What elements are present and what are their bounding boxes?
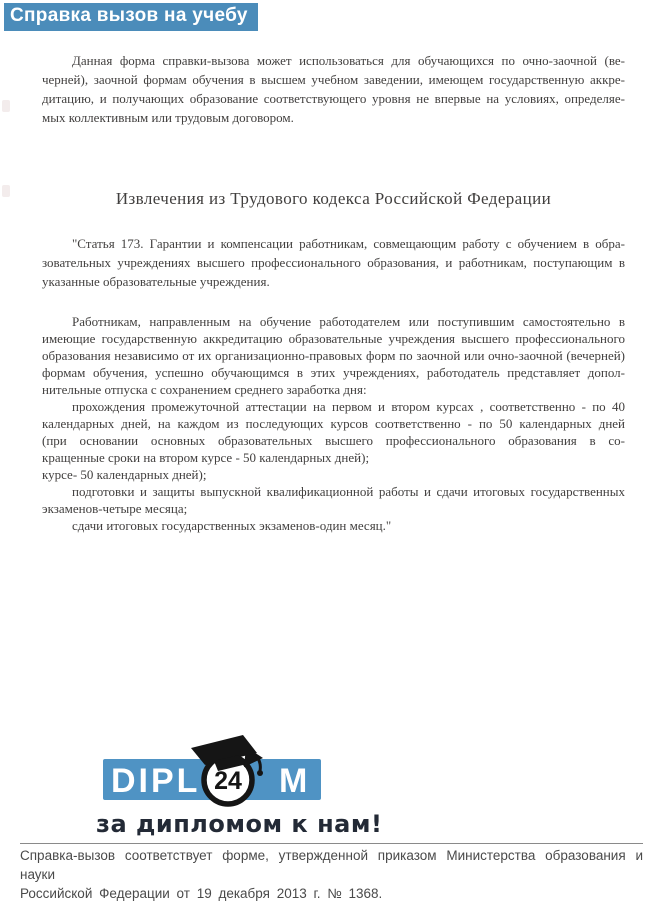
document-body xyxy=(0,51,665,534)
main-paragraph xyxy=(42,313,625,534)
intro-paragraph xyxy=(42,51,625,127)
text-line: календарных дней, на каждом из последующих курсов соответственно - по 50 календарных дней xyxy=(42,416,625,431)
text-line: мых коллективным или трудовым договором. xyxy=(42,110,294,125)
clock-number: 24 xyxy=(214,767,242,795)
text-line: сдачи итоговых государственных экзаменов-один месяц." xyxy=(72,518,392,533)
text-line: Работникам, направленным на обучение работодателем или поступившим самостоятельно в xyxy=(72,314,625,329)
scan-smudge xyxy=(2,185,10,197)
text-line: нительные отпуска с сохранением среднего заработка дня: xyxy=(42,382,367,397)
text-line: прохождения промежуточной аттестации на первом и втором курсах , соответственно - по 40 xyxy=(72,399,625,414)
text-line: кращенные сроки на втором курсе - 50 календарных дней); xyxy=(42,450,370,465)
text-line: образования независимо от их организационно-правовых форм по заочной или очно-заочной (вечерней) xyxy=(42,348,625,363)
text-line: (при основании основных образовательных высшего профессионального образования в со- xyxy=(42,433,625,448)
text-line: имеющие государственную аккредитацию образовательные учреждения высшего профессионального xyxy=(42,331,625,346)
article-173-paragraph xyxy=(42,234,625,291)
text-line: дитацию, и получающих образование соответствующего уровня не впервые на условиях, определяе- xyxy=(42,91,625,106)
text-line: черней), заочной формам обучения в высшем учебном заведении, имеющем государственную аккре- xyxy=(42,72,625,87)
logo-word-left: DIPL xyxy=(111,762,201,800)
text-line: формам обучения, успешно обучающимся в этих учреждениях, работодатель представляет допол- xyxy=(42,365,625,380)
logo-word-right: M xyxy=(279,762,308,800)
scan-smudge xyxy=(2,100,10,112)
text-line: подготовки и защиты выпускной квалификационной работы и сдачи итоговых государственных xyxy=(72,484,625,499)
text-line: Справка-вызов соответствует форме, утвержденной приказом Министерства образования и науки xyxy=(20,848,643,882)
section-heading: Извлечения из Трудового кодекса Российской Федерации xyxy=(115,189,552,208)
text-line: "Статья 173. Гарантии и компенсации работникам, совмещающим работу с обучением в обра- xyxy=(72,236,625,251)
text-line: экзаменов-четыре месяца; xyxy=(42,501,188,516)
footer-note xyxy=(20,843,643,903)
page-title-badge: Справка вызов на учебу xyxy=(4,3,258,31)
logo-tagline: за дипломом к нам! xyxy=(96,810,383,838)
text-line: указанные образовательные учреждения. xyxy=(42,274,270,289)
diplom24-emblem xyxy=(103,732,321,810)
text-line: Данная форма справки-вызова может использоваться для обучающихся по очно-заочной (ве- xyxy=(72,53,625,68)
text-line: курсе- 50 календарных дней); xyxy=(42,467,207,482)
text-line: Российской Федерации от 19 декабря 2013 г. № 1368. xyxy=(20,886,383,901)
diplom24-logo xyxy=(96,732,383,838)
text-line: зовательных учреждениях высшего профессионального образования, и работникам, поступающим в xyxy=(42,255,625,270)
